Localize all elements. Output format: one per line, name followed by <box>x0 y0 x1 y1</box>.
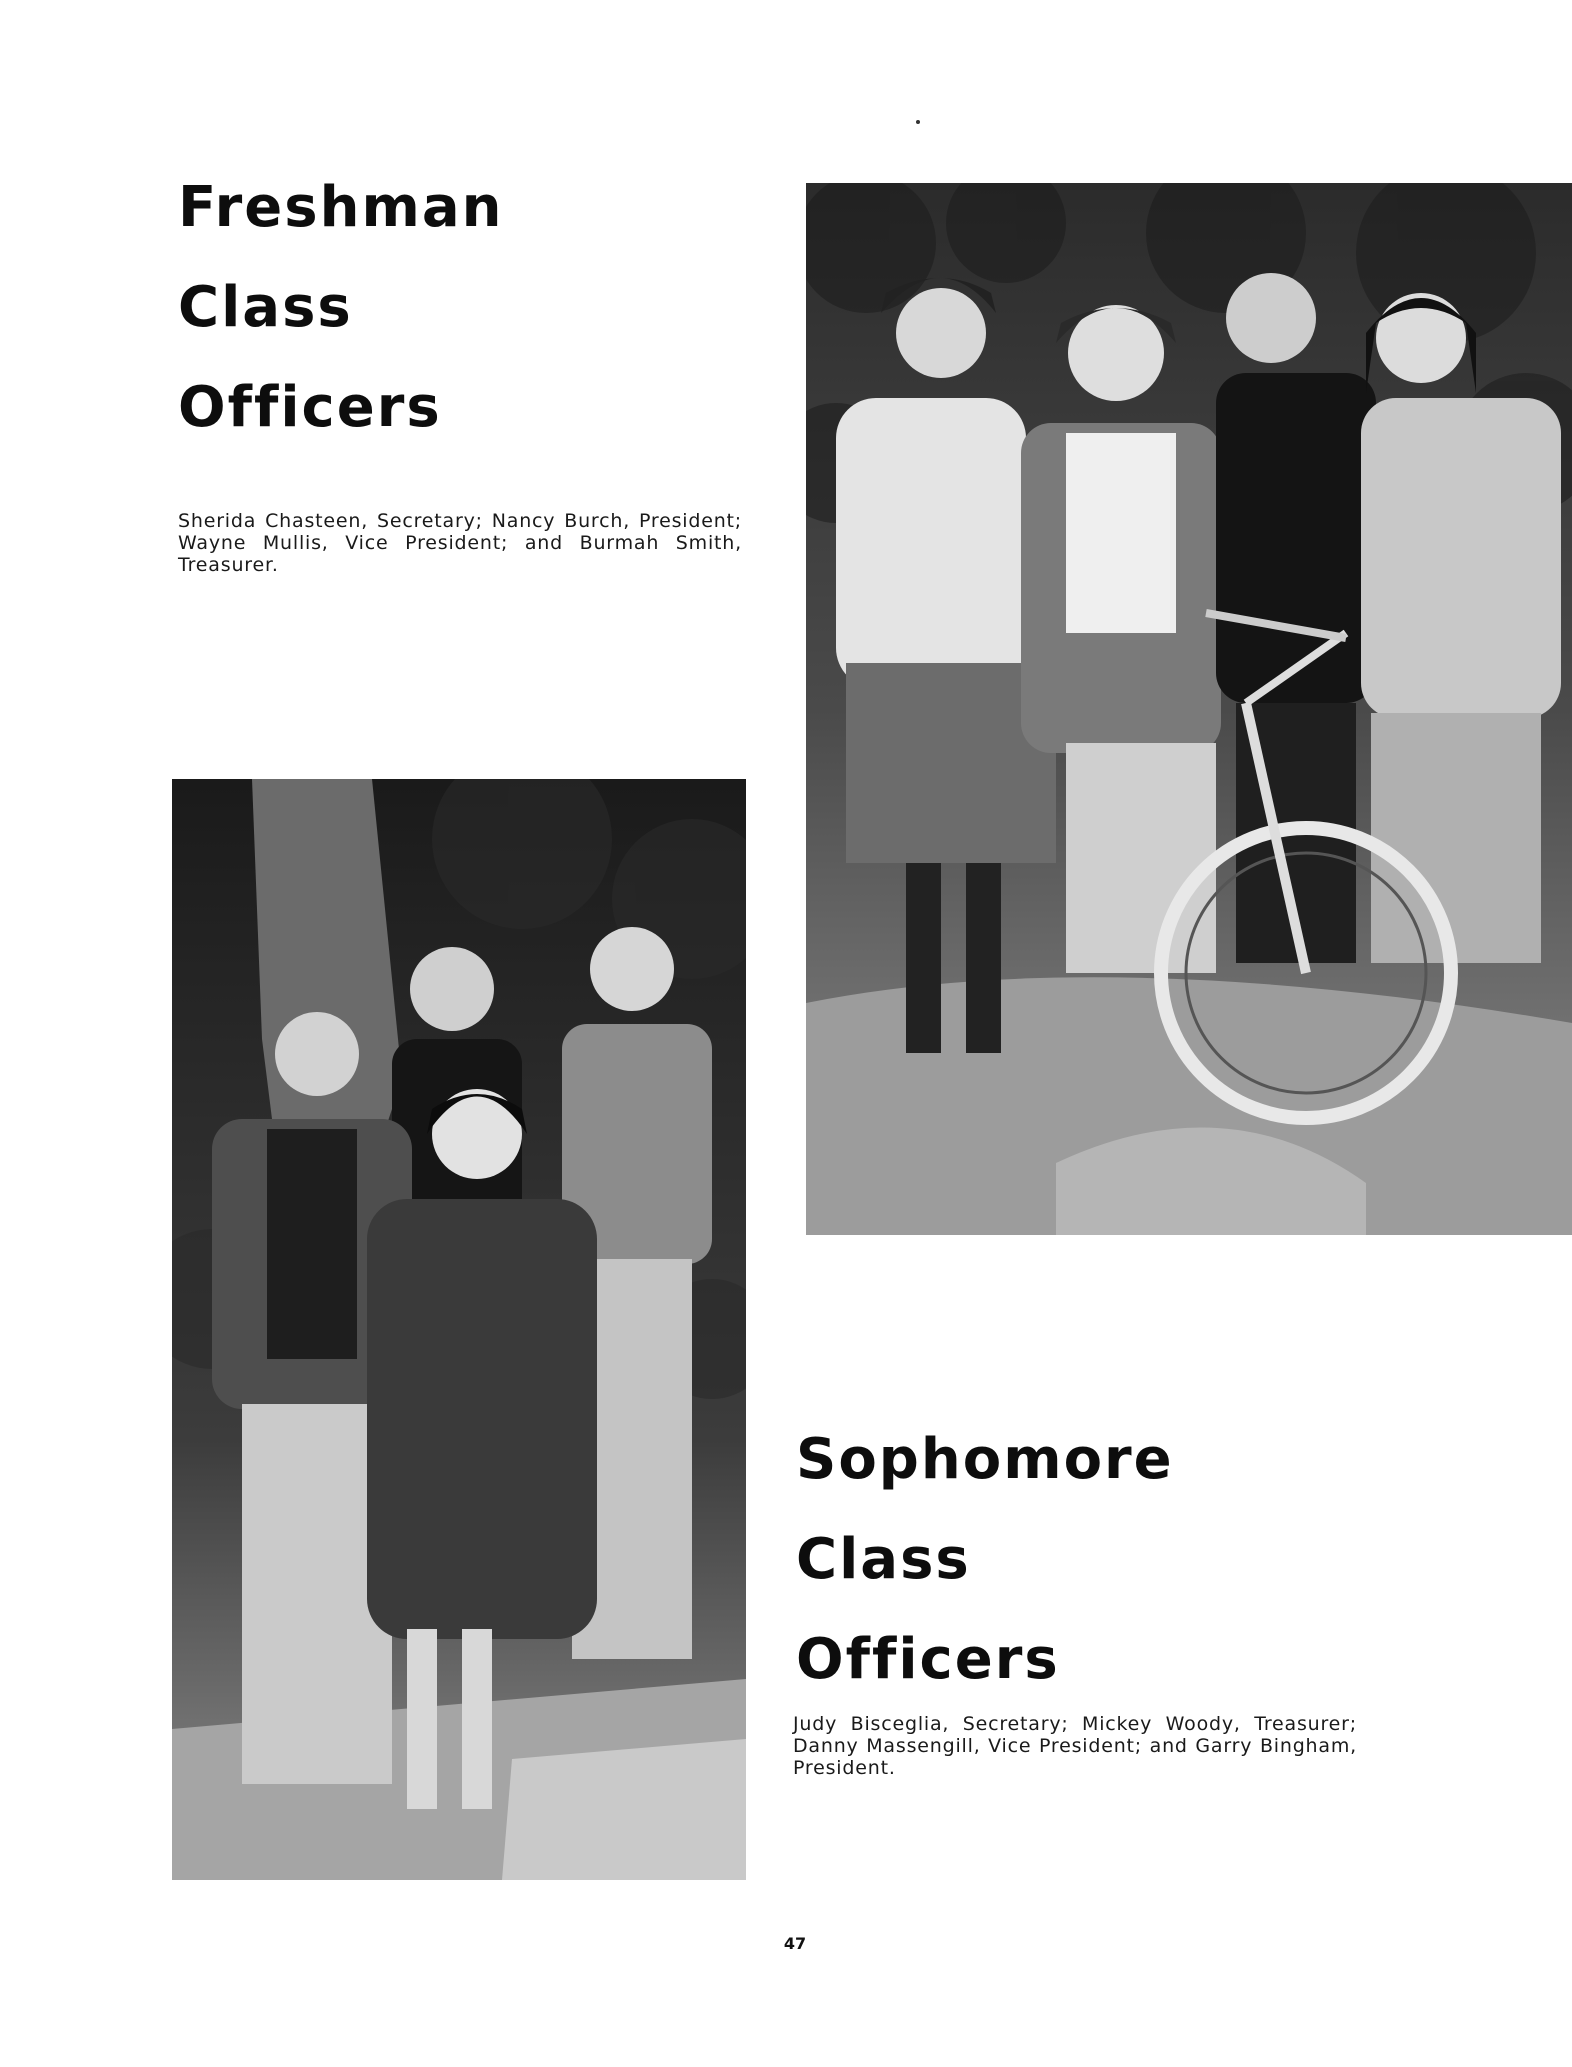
sophomore-heading-line-2: Class <box>796 1527 971 1592</box>
sophomore-photo <box>172 779 746 1880</box>
sophomore-photo-illustration <box>172 779 746 1880</box>
sophomore-caption: Judy Bisceglia, Secretary; Mickey Woody, Treasurer; Danny Massengill, Vice President; and Garry Bingham, President. <box>793 1713 1357 1779</box>
freshman-photo <box>806 183 1572 1235</box>
freshman-heading-line-1: Freshman <box>178 175 504 240</box>
freshman-caption: Sherida Chasteen, Secretary; Nancy Burch, President; Wayne Mullis, Vice President; and Burmah Smith, Treasurer. <box>178 510 742 576</box>
freshman-heading-line-3: Officers <box>178 375 442 440</box>
page-number: 47 <box>783 1934 807 1953</box>
freshman-heading-line-2: Class <box>178 275 353 340</box>
sophomore-heading-line-1: Sophomore <box>796 1427 1174 1492</box>
sophomore-heading-line-3: Officers <box>796 1627 1060 1692</box>
sophomore-heading <box>796 1410 1174 1710</box>
freshman-photo-illustration <box>806 183 1572 1235</box>
freshman-heading <box>178 158 503 458</box>
scan-speck <box>916 120 920 124</box>
